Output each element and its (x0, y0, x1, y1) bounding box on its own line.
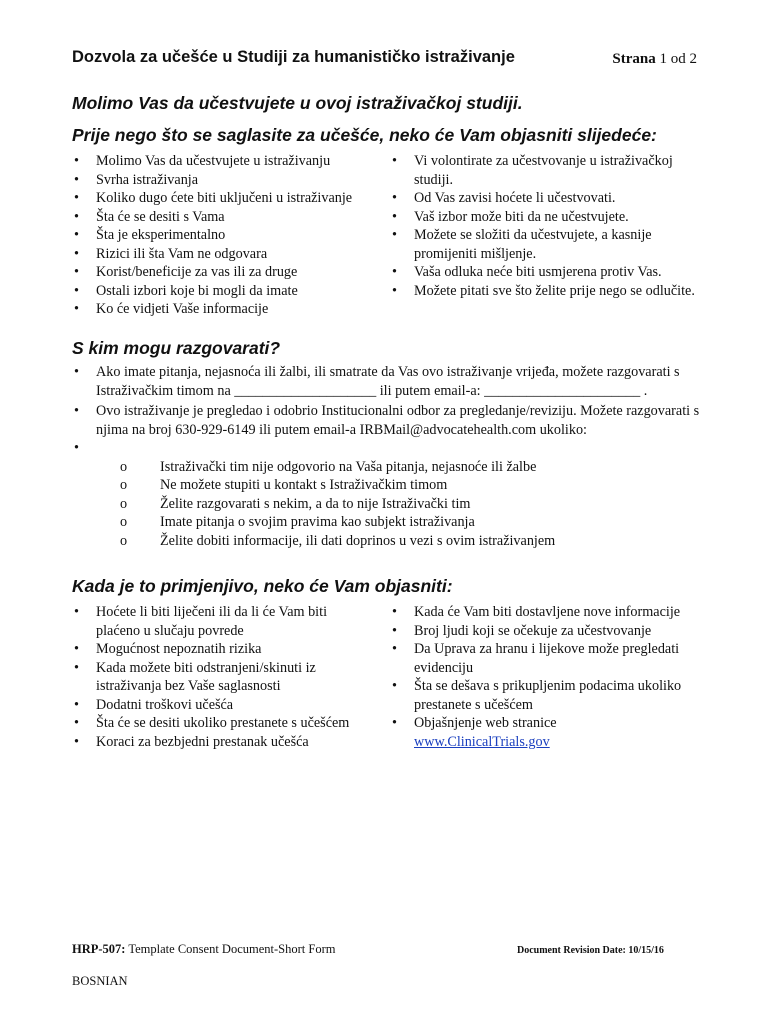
applicable-right-column (390, 603, 698, 751)
list-item: • Vaš izbor može biti da ne učestvujete. (390, 208, 698, 227)
list-item: • Možete pitati sve što želite prije nego se odlučite. (390, 282, 698, 301)
list-item: • Ovo istraživanje je pregledao i odobrio Institucionalni odbor za pregledanje/reviziju. Možete razgovarati s njima na broj 630-929-6149 ili putem email-a IRBMail@advocatehealth.com ukoliko: (72, 402, 704, 439)
list-item: • Vi volontirate za učestvovanje u istraživačkoj studiji. (390, 152, 698, 189)
sublist-item: o Imate pitanja o svojim pravima kao subjekt istraživanja (120, 513, 704, 532)
list-item (72, 439, 704, 458)
website-text: Objašnjenje web stranice (414, 715, 557, 731)
applicable-left-list (72, 603, 370, 751)
talk-section (72, 363, 704, 550)
applicable-right-list (390, 603, 698, 751)
page-label: Strana (612, 51, 656, 67)
document-header (72, 48, 697, 70)
talk-sublist (120, 458, 704, 551)
clinicaltrials-link[interactable]: www.ClinicalTrials.gov (414, 733, 550, 750)
list-item: • Koraci za bezbjedni prestanak učešća (72, 733, 370, 752)
intro-heading: Molimo Vas da učestvujete u ovoj istraživačkoj studiji. (72, 93, 523, 113)
list-item: • Šta je eksperimentalno (72, 226, 382, 245)
list-item: • Rizici ili šta Vam ne odgovara (72, 245, 382, 264)
form-name: Template Consent Document-Short Form (128, 942, 336, 956)
page-count: 1 od 2 (659, 51, 697, 67)
list-item: • Koliko dugo ćete biti uključeni u istraživanje (72, 189, 382, 208)
talk-heading: S kim mogu razgovarati? (72, 338, 281, 358)
list-item: • Hoćete li biti liječeni ili da li će Vam biti plaćeno u slučaju povrede (72, 603, 370, 640)
sublist-item: o Ne možete stupiti u kontakt s Istraživačkim timom (120, 476, 704, 495)
explain-right-column (390, 152, 698, 300)
revision-date: Document Revision Date: 10/15/16 (517, 945, 664, 956)
document-title: Dozvola za učešće u Studiji za humanističko istraživanje (72, 48, 515, 66)
sublist-item: o Istraživački tim nije odgovorio na Vaša pitanja, nejasnoće ili žalbe (120, 458, 704, 477)
explain-right-list (390, 152, 698, 300)
list-item: • Ko će vidjeti Vaše informacije (72, 300, 382, 319)
explain-left-list (72, 152, 382, 319)
list-item: • Da Uprava za hranu i lijekove može pregledati evidenciju (390, 640, 698, 677)
page-number (612, 50, 697, 69)
talk-list (72, 363, 704, 458)
sublist-item: o Želite dobiti informacije, ili dati doprinos u vezi s ovim istraživanjem (120, 532, 704, 551)
list-item: • Mogućnost nepoznatih rizika (72, 640, 370, 659)
list-item-website (390, 714, 564, 751)
applicable-left-column (72, 603, 370, 751)
list-item: • Šta će se desiti s Vama (72, 208, 382, 227)
list-item: • Kada će Vam biti dostavljene nove informacije (390, 603, 698, 622)
list-item: • Korist/beneficije za vas ili za druge (72, 263, 382, 282)
explain-heading: Prije nego što se saglasite za učešće, neko će Vam objasniti slijedeće: (72, 125, 657, 145)
footer-form-id (72, 940, 335, 959)
sublist-item: o Želite razgovarati s nekim, a da to nije Istraživački tim (120, 495, 704, 514)
list-item: • Ostali izbori koje bi mogli da imate (72, 282, 382, 301)
list-item: • Broj ljudi koji se očekuje za učestvovanje (390, 622, 698, 641)
list-item: • Kada možete biti odstranjeni/skinuti iz istraživanja bez Vaše saglasnosti (72, 659, 370, 696)
list-item: • Možete se složiti da učestvujete, a kasnije promijeniti mišljenje. (390, 226, 698, 263)
list-item: • Šta će se desiti ukoliko prestanete s učešćem (72, 714, 370, 733)
applicable-heading: Kada je to primjenjivo, neko će Vam objasniti: (72, 576, 453, 596)
explain-left-column (72, 152, 382, 319)
list-item: • Molimo Vas da učestvujete u istraživanju (72, 152, 382, 171)
list-item: • Vaša odluka neće biti usmjerena protiv Vas. (390, 263, 698, 282)
list-item: • Ako imate pitanja, nejasnoća ili žalbi, ili smatrate da Vas ovo istraživanje vrijeđa, možete razgovarati s Istraživačkim timom na ____________________ ili putem email-a: ______________________ . (72, 363, 704, 400)
list-item: • Od Vas zavisi hoćete li učestvovati. (390, 189, 698, 208)
list-item: • Šta se dešava s prikupljenim podacima ukoliko prestanete s učešćem (390, 677, 698, 714)
list-item: • Svrha istraživanja (72, 171, 382, 190)
list-item: • Dodatni troškovi učešća (72, 696, 370, 715)
form-code: HRP-507: (72, 942, 126, 956)
language-label: BOSNIAN (72, 974, 128, 988)
